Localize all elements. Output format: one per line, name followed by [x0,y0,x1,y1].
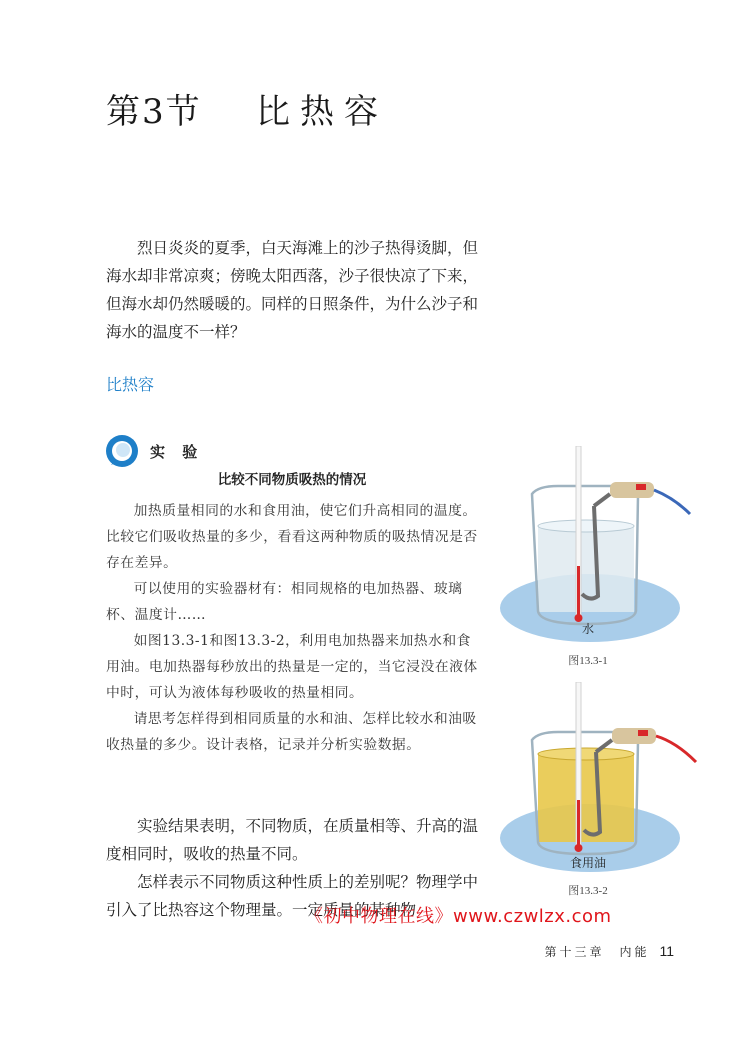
beaker-water-illustration [498,446,708,646]
page-footer [544,943,674,960]
section-heading: 比热容 [106,375,155,394]
experiment-paragraph: 加热质量相同的水和食用油，使它们升高相同的温度。比较它们吸收热量的多少，看看这两种物质的吸热情况是否存在差异。 [106,503,478,571]
figure-label: 水 [581,622,594,636]
page-title [106,84,388,133]
watermark: 《初中物理在线》www.czwlzx.com [305,906,612,927]
figure-oil [498,682,708,902]
experiment-title: 比较不同物质吸热的情况 [217,472,367,488]
intro-paragraph: 烈日炎炎的夏季，白天海滩上的沙子热得烫脚，但海水却非常凉爽；傍晚太阳西落，沙子很快凉了下来，但海水却仍然暖暖的。同样的日照条件，为什么沙子和海水的温度不一样？ [106,239,479,341]
result-paragraph: 怎样表示不同物质这种性质上的差别呢？物理学中引入了比热容这个物理量。一定质量的某种物 [106,873,479,919]
experiment-paragraph: 可以使用的实验器材有：相同规格的电加热器、玻璃杯、温度计…… [106,581,463,623]
figure-label: 食用油 [569,856,606,870]
experiment-paragraph: 如图13.3-1和图13.3-2，利用电加热器来加热水和食用油。电加热器每秒放出的热量是一定的，当它浸没在液体中时，可认为液体每秒吸收的热量相同。 [106,633,478,701]
figure-caption: 图13.3-1 [568,655,608,667]
experiment-label: 实 验 [150,443,204,461]
figure-water [498,446,708,672]
beaker-oil-illustration [498,682,708,878]
result-paragraph: 实验结果表明，不同物质，在质量相等、升高的温度相同时，吸收的热量不同。 [106,817,479,863]
experiment-icon [105,434,139,468]
experiment-paragraph: 请思考怎样得到相同质量的水和油、怎样比较水和油吸收热量的多少。设计表格，记录并分析实验数据。 [106,711,477,753]
section-number: 第3节 [106,92,202,132]
chapter-label: 第十三章 内能 [544,945,650,959]
experiment-body [106,498,478,758]
page-number: 11 [659,943,674,959]
figure-caption: 图13.3-2 [568,885,608,897]
section-name: 比热容 [256,92,388,132]
